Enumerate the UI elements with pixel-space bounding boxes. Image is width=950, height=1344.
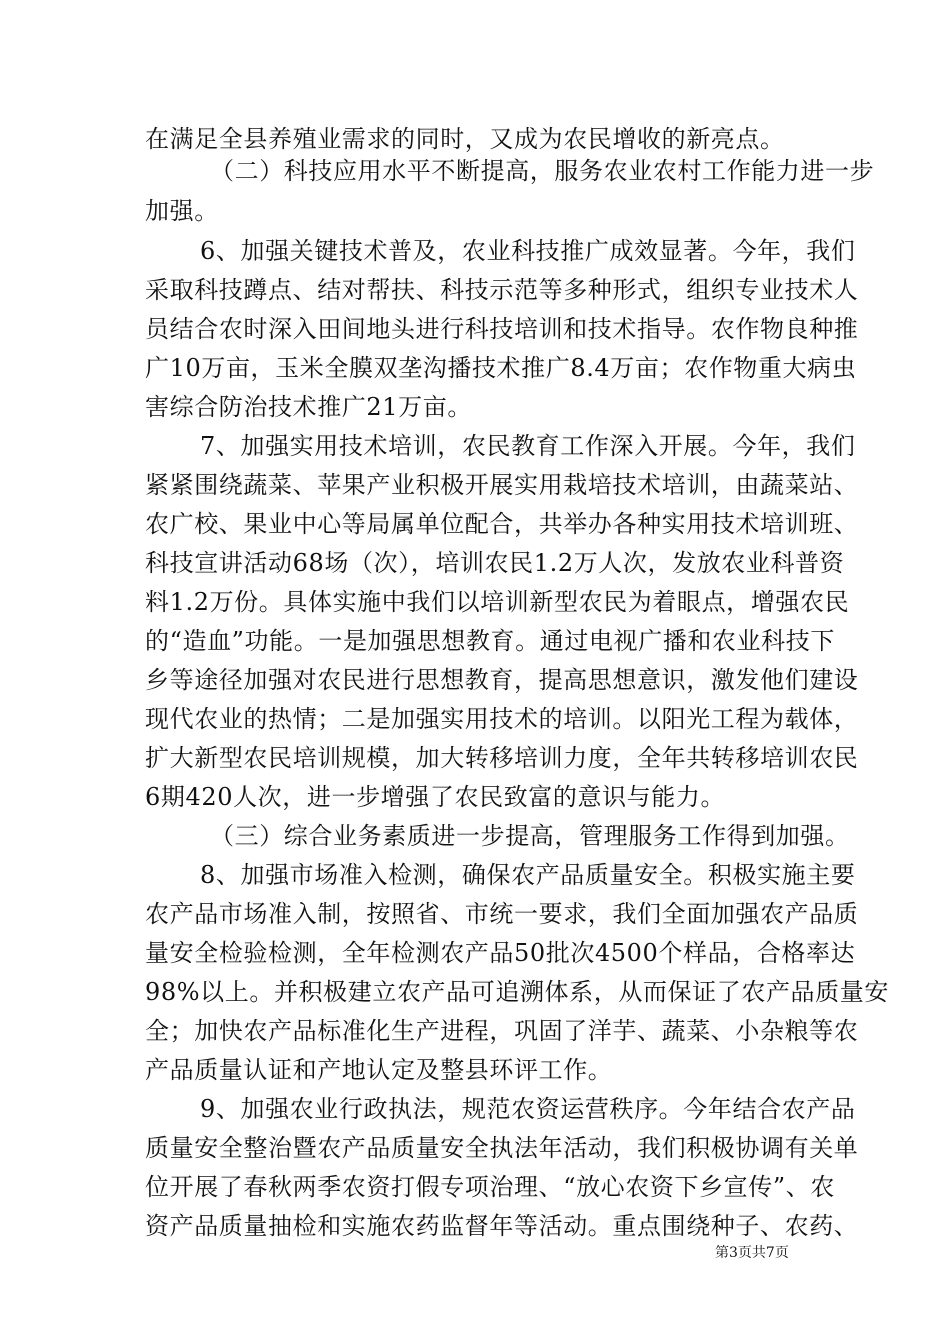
paragraph-line: 料1.2万份。具体实施中我们以培训新型农民为着眼点，增强农民 [145, 588, 850, 616]
paragraph-line: 位开展了春秋两季农资打假专项治理、“放心农资下乡宣传”、农 [145, 1173, 835, 1201]
paragraph-line: 扩大新型农民培训规模，加大转移培训力度，全年共转移培训农民 [145, 744, 859, 772]
paragraph-line: 8、加强市场准入检测，确保农产品质量安全。积极实施主要 [200, 861, 856, 889]
paragraph-line: 全；加快农产品标准化生产进程，巩固了洋芋、蔬菜、小杂粮等农 [145, 1017, 859, 1045]
paragraph-line: 害综合防治技术推广21万亩。 [145, 393, 472, 421]
paragraph-line: 9、加强农业行政执法，规范农资运营秩序。今年结合农产品 [200, 1095, 856, 1123]
paragraph-line: 科技宣讲活动68场（次），培训农民1.2万人次，发放农业科普资 [145, 549, 845, 577]
paragraph-line: 紧紧围绕蔬菜、苹果产业积极开展实用栽培技术培训，由蔬菜站、 [145, 471, 859, 499]
section-heading-line: 加强。 [145, 197, 219, 225]
paragraph-line: 农广校、果业中心等局属单位配合，共举办各种实用技术培训班、 [145, 510, 859, 538]
paragraph-line: 6、加强关键技术普及，农业科技推广成效显著。今年，我们 [200, 237, 856, 265]
paragraph-line: 资产品质量抽检和实施农药监督年等活动。重点围绕种子、农药、 [145, 1212, 859, 1240]
paragraph-line: 质量安全整治暨农产品质量安全执法年活动，我们积极协调有关单 [145, 1134, 859, 1162]
paragraph-line: 量安全检验检测，全年检测农产品50批次4500个样品，合格率达 [145, 939, 856, 967]
page-number: 第3页共7页 [715, 1245, 789, 1261]
paragraph-line: 98%以上。并积极建立农产品可追溯体系，从而保证了农产品质量安 [145, 978, 889, 1006]
paragraph-line: 农产品市场准入制，按照省、市统一要求，我们全面加强农产品质 [145, 900, 859, 928]
paragraph-line: 6期420人次，进一步增强了农民致富的意识与能力。 [145, 783, 726, 811]
paragraph-line: 广10万亩，玉米全膜双垄沟播技术推广8.4万亩；农作物重大病虫 [145, 354, 857, 382]
paragraph-line: 产品质量认证和产地认定及整县环评工作。 [145, 1056, 613, 1084]
paragraph-line: 在满足全县养殖业需求的同时，又成为农民增收的新亮点。 [145, 125, 785, 153]
section-heading-line: （二）科技应用水平不断提高，服务农业农村工作能力进一步 [210, 157, 875, 185]
paragraph-line: 的“造血”功能。一是加强思想教育。通过电视广播和农业科技下 [145, 627, 835, 655]
paragraph-line: 员结合农时深入田间地头进行科技培训和技术指导。农作物良种推 [145, 315, 859, 343]
paragraph-line: 现代农业的热情；二是加强实用技术的培训。以阳光工程为载体， [145, 705, 859, 733]
section-heading-line: （三）综合业务素质进一步提高，管理服务工作得到加强。 [210, 822, 850, 850]
paragraph-line: 采取科技蹲点、结对帮扶、科技示范等多种形式，组织专业技术人 [145, 276, 859, 304]
paragraph-line: 乡等途径加强对农民进行思想教育，提高思想意识，激发他们建设 [145, 666, 859, 694]
paragraph-line: 7、加强实用技术培训，农民教育工作深入开展。今年，我们 [200, 432, 856, 460]
